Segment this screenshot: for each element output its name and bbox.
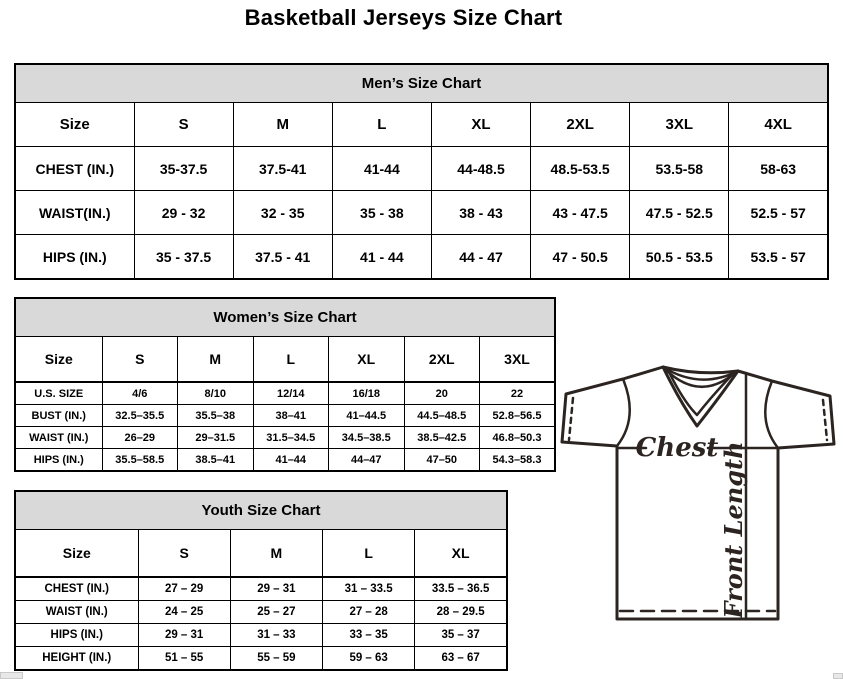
value-cell: 38.5–41 xyxy=(178,449,254,472)
value-cell: 41–44.5 xyxy=(329,405,405,427)
value-cell: 53.5 - 57 xyxy=(729,235,828,280)
size-col-header: M xyxy=(178,337,254,383)
value-cell: 55 – 59 xyxy=(230,647,322,671)
size-col-header: M xyxy=(230,530,322,578)
value-cell: 47–50 xyxy=(404,449,480,472)
value-cell: 33.5 – 36.5 xyxy=(415,577,507,601)
value-cell: 63 – 67 xyxy=(415,647,507,671)
value-cell: 34.5–38.5 xyxy=(329,427,405,449)
size-col-header: L xyxy=(332,103,431,147)
value-cell: 47 - 50.5 xyxy=(531,235,630,280)
row-label: WAIST (IN.) xyxy=(15,427,102,449)
value-cell: 29 - 32 xyxy=(134,191,233,235)
page-title: Basketball Jerseys Size Chart xyxy=(244,5,563,30)
value-cell: 27 – 28 xyxy=(323,601,415,624)
value-cell: 37.5 - 41 xyxy=(233,235,332,280)
value-cell: 24 – 25 xyxy=(138,601,230,624)
value-cell: 52.5 - 57 xyxy=(729,191,828,235)
value-cell: 29–31.5 xyxy=(178,427,254,449)
jersey-outline xyxy=(562,367,834,619)
value-cell: 8/10 xyxy=(178,382,254,405)
value-cell: 26–29 xyxy=(102,427,178,449)
value-cell: 43 - 47.5 xyxy=(531,191,630,235)
size-col-header: S xyxy=(102,337,178,383)
value-cell: 20 xyxy=(404,382,480,405)
left-armhole-seam xyxy=(617,379,630,446)
size-column-header: Size xyxy=(15,530,138,578)
size-col-header: 2XL xyxy=(404,337,480,383)
value-cell: 35-37.5 xyxy=(134,147,233,191)
scrollbar-fragment-right[interactable] xyxy=(833,673,843,679)
size-col-header: 3XL xyxy=(630,103,729,147)
value-cell: 12/14 xyxy=(253,382,329,405)
value-cell: 38.5–42.5 xyxy=(404,427,480,449)
value-cell: 41–44 xyxy=(253,449,329,472)
left-cuff-stitch xyxy=(569,398,573,440)
value-cell: 35.5–58.5 xyxy=(102,449,178,472)
value-cell: 38 - 43 xyxy=(431,191,530,235)
value-cell: 31 – 33 xyxy=(230,624,322,647)
size-col-header: 4XL xyxy=(729,103,828,147)
size-col-header: XL xyxy=(329,337,405,383)
value-cell: 29 – 31 xyxy=(138,624,230,647)
size-col-header: S xyxy=(134,103,233,147)
value-cell: 35 - 37.5 xyxy=(134,235,233,280)
value-cell: 41-44 xyxy=(332,147,431,191)
size-col-header: S xyxy=(138,530,230,578)
scrollbar-fragment-left[interactable] xyxy=(0,672,23,679)
size-col-header: XL xyxy=(431,103,530,147)
value-cell: 35 – 37 xyxy=(415,624,507,647)
value-cell: 37.5-41 xyxy=(233,147,332,191)
row-label: BUST (IN.) xyxy=(15,405,102,427)
row-label: HIPS (IN.) xyxy=(15,449,102,472)
value-cell: 32 - 35 xyxy=(233,191,332,235)
value-cell: 38–41 xyxy=(253,405,329,427)
value-cell: 41 - 44 xyxy=(332,235,431,280)
value-cell: 54.3–58.3 xyxy=(480,449,556,472)
row-label: WAIST (IN.) xyxy=(15,601,138,624)
row-label: HIPS (IN.) xyxy=(15,235,134,280)
value-cell: 51 – 55 xyxy=(138,647,230,671)
value-cell: 53.5-58 xyxy=(630,147,729,191)
row-label: WAIST(IN.) xyxy=(15,191,134,235)
value-cell: 48.5-53.5 xyxy=(531,147,630,191)
row-label: HIPS (IN.) xyxy=(15,624,138,647)
value-cell: 58-63 xyxy=(729,147,828,191)
size-col-header: L xyxy=(253,337,329,383)
value-cell: 59 – 63 xyxy=(323,647,415,671)
right-cuff-stitch xyxy=(823,400,827,440)
value-cell: 31.5–34.5 xyxy=(253,427,329,449)
value-cell: 25 – 27 xyxy=(230,601,322,624)
youth-chart-header: Youth Size Chart xyxy=(15,491,507,530)
front-length-label: Front Length xyxy=(719,441,748,619)
value-cell: 35 - 38 xyxy=(332,191,431,235)
chest-label: Chest xyxy=(635,433,719,463)
value-cell: 33 – 35 xyxy=(323,624,415,647)
value-cell: 28 – 29.5 xyxy=(415,601,507,624)
value-cell: 27 – 29 xyxy=(138,577,230,601)
value-cell: 44.5–48.5 xyxy=(404,405,480,427)
value-cell: 46.8–50.3 xyxy=(480,427,556,449)
value-cell: 22 xyxy=(480,382,556,405)
right-armhole-seam xyxy=(765,381,778,448)
value-cell: 44 - 47 xyxy=(431,235,530,280)
womens-chart-header: Women’s Size Chart xyxy=(15,298,555,337)
value-cell: 16/18 xyxy=(329,382,405,405)
row-label: HEIGHT (IN.) xyxy=(15,647,138,671)
size-col-header: M xyxy=(233,103,332,147)
womens-size-chart-table xyxy=(14,297,556,472)
size-column-header: Size xyxy=(15,337,102,383)
value-cell: 50.5 - 53.5 xyxy=(630,235,729,280)
youth-size-chart-table xyxy=(14,490,508,671)
size-col-header: XL xyxy=(415,530,507,578)
value-cell: 31 – 33.5 xyxy=(323,577,415,601)
row-label: CHEST (IN.) xyxy=(15,147,134,191)
jersey-measurement-diagram xyxy=(560,360,843,630)
mens-chart-header: Men’s Size Chart xyxy=(15,64,828,103)
row-label: CHEST (IN.) xyxy=(15,577,138,601)
value-cell: 52.8–56.5 xyxy=(480,405,556,427)
size-col-header: 2XL xyxy=(531,103,630,147)
size-column-header: Size xyxy=(15,103,134,147)
value-cell: 29 – 31 xyxy=(230,577,322,601)
value-cell: 47.5 - 52.5 xyxy=(630,191,729,235)
value-cell: 4/6 xyxy=(102,382,178,405)
row-label: U.S. SIZE xyxy=(15,382,102,405)
value-cell: 44–47 xyxy=(329,449,405,472)
value-cell: 32.5–35.5 xyxy=(102,405,178,427)
value-cell: 44-48.5 xyxy=(431,147,530,191)
mens-size-chart-table xyxy=(14,63,829,280)
value-cell: 35.5–38 xyxy=(178,405,254,427)
size-col-header: L xyxy=(323,530,415,578)
size-col-header: 3XL xyxy=(480,337,556,383)
